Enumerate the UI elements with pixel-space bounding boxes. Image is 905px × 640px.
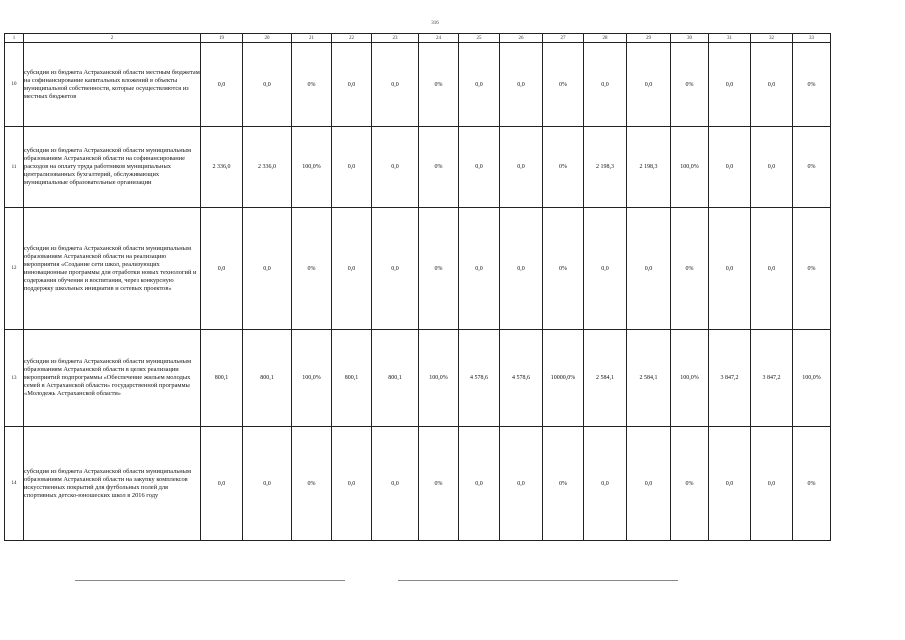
- table-cell: 10000,0%: [543, 330, 584, 427]
- row-number: 12: [5, 208, 24, 330]
- table-cell: 0%: [419, 427, 459, 541]
- column-header: 20: [243, 34, 292, 43]
- table-cell: 800,1: [243, 330, 292, 427]
- table-cell: 0,0: [500, 208, 543, 330]
- table-cell: 0,0: [751, 208, 793, 330]
- column-header: 21: [292, 34, 332, 43]
- column-header: 2: [24, 34, 201, 43]
- table-cell: 2 198,3: [627, 127, 671, 208]
- table-cell: 0,0: [372, 427, 419, 541]
- column-header: 24: [419, 34, 459, 43]
- table-cell: 100,0%: [793, 330, 831, 427]
- table-cell: 2 336,0: [243, 127, 292, 208]
- table-cell: 4 578,6: [500, 330, 543, 427]
- column-header: 25: [459, 34, 500, 43]
- table-cell: 3 847,2: [709, 330, 751, 427]
- table-cell: 800,1: [372, 330, 419, 427]
- table-cell: 0,0: [627, 427, 671, 541]
- table-cell: 0,0: [627, 43, 671, 127]
- column-header: 23: [372, 34, 419, 43]
- table-cell: 0,0: [709, 127, 751, 208]
- table-cell: 0,0: [751, 427, 793, 541]
- table-row: [5, 330, 831, 427]
- table-cell: 0%: [419, 127, 459, 208]
- table-cell: 0,0: [584, 43, 627, 127]
- table-cell: 0,0: [201, 43, 243, 127]
- row-number: 10: [5, 43, 24, 127]
- table-cell: 800,1: [201, 330, 243, 427]
- table-cell: 0%: [793, 43, 831, 127]
- table-cell: 0,0: [751, 127, 793, 208]
- header-row: [5, 34, 831, 43]
- table-cell: 0,0: [201, 427, 243, 541]
- table-row: [5, 127, 831, 208]
- signature-line-right: [398, 580, 678, 581]
- table-body: [5, 43, 831, 541]
- row-description: субсидия из бюджета Астраханской области местным бюджетам на софинансирование капитальных вложений в объекты муниципальной собственности, которые осуществляются из местных бюджетов: [24, 43, 201, 127]
- table-row: [5, 427, 831, 541]
- table-row: [5, 208, 831, 330]
- column-header: 30: [671, 34, 709, 43]
- signature-line-left: [75, 580, 345, 581]
- table-cell: 0%: [292, 208, 332, 330]
- table-cell: 3 847,2: [751, 330, 793, 427]
- table-cell: 4 578,6: [459, 330, 500, 427]
- table-cell: 0,0: [243, 43, 292, 127]
- table-cell: 2 336,0: [201, 127, 243, 208]
- table-cell: 2 584,1: [584, 330, 627, 427]
- table-cell: 0,0: [627, 208, 671, 330]
- table-cell: 0%: [292, 43, 332, 127]
- row-description: субсидия из бюджета Астраханской области муниципальным образованиям Астраханской области на софинансирование расходов на оплату труда работников муниципальных централизованных бухгалтерий, обслуживающих муниципальные образовательные организации: [24, 127, 201, 208]
- table-cell: 0,0: [332, 427, 372, 541]
- table-cell: 0%: [543, 43, 584, 127]
- table-cell: 0%: [671, 427, 709, 541]
- column-header: 22: [332, 34, 372, 43]
- table-cell: 0%: [793, 127, 831, 208]
- table-cell: 0,0: [243, 208, 292, 330]
- column-header: 1: [5, 34, 24, 43]
- table-cell: 0,0: [500, 427, 543, 541]
- table-cell: 0%: [543, 208, 584, 330]
- table-cell: 100,0%: [292, 330, 332, 427]
- table-cell: 100,0%: [292, 127, 332, 208]
- table-cell: 2 198,3: [584, 127, 627, 208]
- table-cell: 0%: [543, 427, 584, 541]
- table-cell: 0,0: [372, 127, 419, 208]
- column-header: 19: [201, 34, 243, 43]
- table-cell: 0%: [671, 43, 709, 127]
- table-cell: 0,0: [459, 43, 500, 127]
- table-header: [5, 34, 831, 43]
- table-cell: 0,0: [332, 43, 372, 127]
- row-number: 11: [5, 127, 24, 208]
- table-cell: 0,0: [584, 427, 627, 541]
- table-cell: 0,0: [500, 43, 543, 127]
- table-cell: 0,0: [201, 208, 243, 330]
- table-cell: 0%: [543, 127, 584, 208]
- table-cell: 0,0: [372, 43, 419, 127]
- table-cell: 0,0: [243, 427, 292, 541]
- column-header: 26: [500, 34, 543, 43]
- table-cell: 0,0: [332, 208, 372, 330]
- page-number: 316: [431, 21, 439, 26]
- table-cell: 0,0: [709, 208, 751, 330]
- table-cell: 0,0: [584, 208, 627, 330]
- row-description: субсидия из бюджета Астраханской области муниципальным образованиям Астраханской области на реализацию мероприятия «Создание сети школ, реализующих инновационные программы для отработки новых технологий и содержания обучения и воспитания, через конкурсную поддержку школьных инициатив и сетевых проектов»: [24, 208, 201, 330]
- column-header: 29: [627, 34, 671, 43]
- row-number: 14: [5, 427, 24, 541]
- table-cell: 0%: [793, 208, 831, 330]
- row-number: 13: [5, 330, 24, 427]
- report-table: [4, 33, 831, 541]
- table-cell: 2 584,1: [627, 330, 671, 427]
- table-cell: 0,0: [751, 43, 793, 127]
- table-cell: 0%: [419, 43, 459, 127]
- table-cell: 100,0%: [671, 330, 709, 427]
- table-cell: 0,0: [372, 208, 419, 330]
- table-row: [5, 43, 831, 127]
- table-cell: 0,0: [709, 427, 751, 541]
- column-header: 31: [709, 34, 751, 43]
- table-cell: 0,0: [459, 127, 500, 208]
- table-cell: 0%: [419, 208, 459, 330]
- column-header: 28: [584, 34, 627, 43]
- column-header: 32: [751, 34, 793, 43]
- column-header: 27: [543, 34, 584, 43]
- table-cell: 0,0: [459, 208, 500, 330]
- table-cell: 0,0: [500, 127, 543, 208]
- table-cell: 0%: [793, 427, 831, 541]
- table-cell: 800,1: [332, 330, 372, 427]
- row-description: субсидия из бюджета Астраханской области муниципальным образованиям Астраханской области в целях реализации мероприятий подпрограммы «Обеспечение жильем молодых семей в Астраханской области» государственной программы «Молодежь Астраханской области»: [24, 330, 201, 427]
- table-cell: 0%: [292, 427, 332, 541]
- table-cell: 0,0: [709, 43, 751, 127]
- table-cell: 100,0%: [419, 330, 459, 427]
- column-header: 33: [793, 34, 831, 43]
- table-cell: 0%: [671, 208, 709, 330]
- table-cell: 0,0: [332, 127, 372, 208]
- row-description: субсидия из бюджета Астраханской области муниципальным образованиям Астраханской области на закупку комплексов искусственных покрытий для футбольных полей для спортивных детско-юношеских школ в 2016 году: [24, 427, 201, 541]
- table-cell: 0,0: [459, 427, 500, 541]
- table-cell: 100,0%: [671, 127, 709, 208]
